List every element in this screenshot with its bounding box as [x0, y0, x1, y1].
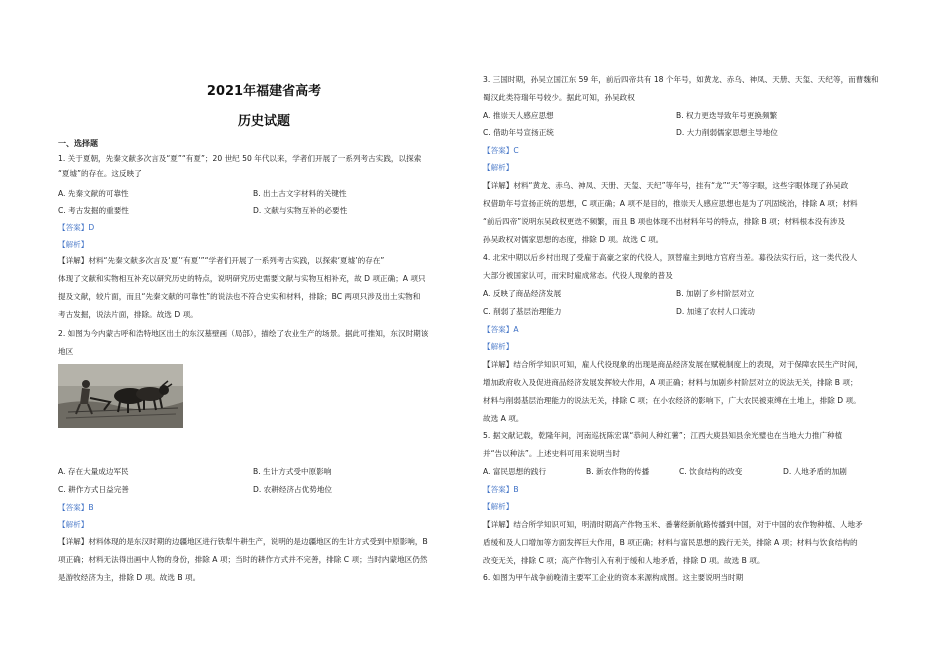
- q1-detail-line-4: 考古发掘，说法片面，排除。故选 D 项。: [58, 310, 198, 319]
- exam-subtitle: 历史试题: [237, 114, 290, 129]
- q3-detail-line-2: 权借助年号宣扬正统的思想，C 项正确；A 项不是目的，推崇天人感应思想也是为了巩固统治，排除 A 项；材料: [483, 199, 858, 208]
- q1-detail-line-1: 【详解】材料“先秦文献多次言及‘夏’‘有夏’”“学者们开展了一系列考古实践，以探索‘夏墟’的存在”: [58, 256, 385, 265]
- q4-detail-line-4: 故选 A 项。: [483, 414, 524, 423]
- q4-analysis-label: 【解析】: [483, 342, 514, 351]
- q2-option-d: D. 农耕经济占优势地位: [253, 485, 333, 494]
- q3-option-c: C. 借助年号宣扬正统: [483, 128, 554, 137]
- q5-option-c: C. 饮食结构的改变: [679, 467, 743, 476]
- q1-option-c: C. 考古发掘的重要性: [58, 206, 129, 215]
- q3-detail-line-4: 孙吴政权对儒家思想的态度，排除 D 项。故选 C 项。: [483, 235, 664, 244]
- q2-option-a: A. 存在大量成边军民: [58, 467, 129, 476]
- q4-stem-line-1: 4. 北宋中期以后乡村出现了受雇于高豪之家的代役人，顶替雇主到地方官府当差。募役法实行后，这一类代役人: [483, 253, 858, 262]
- q5-stem-line-1: 5. 据文献记载，乾隆年间，河南巡抚陈宏谋“恭间人种红薯”；江西大庾县知县余光璧也在当地大力推广种植: [483, 431, 843, 440]
- q4-detail-line-3: 材料与削弱基层治理能力的说法无关，排除 C 项；在小农经济的影响下，广大农民被束缚在土地上，排除 D 项。: [483, 396, 861, 405]
- section-heading: 一、选择题: [58, 139, 98, 148]
- q5-option-d: D. 人地矛盾的加剧: [783, 467, 847, 476]
- q5-detail-line-3: 改变无关，排除 C 项；高产作物引入有利于缓和人地矛盾，排除 D 项。故选 B 项。: [483, 556, 765, 565]
- q1-detail-line-3: 提及文献，较片面，而且“先秦文献的可靠性”的说法也不符合史实和材料，排除；BC 两项只涉及出土实物和: [58, 292, 421, 301]
- q3-option-b: B. 权力更迭导致年号更换频繁: [676, 111, 778, 120]
- q1-option-b: B. 出土古文字材料的关键性: [253, 189, 347, 198]
- q1-detail-line-2: 体现了文献和实物相互补充以研究历史的特点，说明研究历史需要文献与实物互相补充，故 D 项正确；A 项只: [58, 274, 426, 283]
- q2-answer: 【答案】B: [58, 503, 94, 512]
- q3-answer: 【答案】C: [483, 146, 519, 155]
- q5-option-a: A. 富民思想的践行: [483, 467, 547, 476]
- q1-analysis-label: 【解析】: [58, 240, 89, 249]
- q1-stem-line-2: “夏墟”的存在。这反映了: [58, 169, 142, 178]
- mural-painting-icon: [58, 364, 183, 428]
- q3-option-d: D. 大力削弱儒家思想主导地位: [676, 128, 778, 137]
- q5-stem-line-2: 并“告以种法”。上述史料可用来说明当时: [483, 449, 620, 458]
- q4-option-c: C. 削弱了基层治理能力: [483, 307, 562, 316]
- q4-option-d: D. 加速了农村人口流动: [676, 307, 756, 316]
- q2-detail-line-1: 【详解】材料体现的是东汉时期的边疆地区进行铁犁牛耕生产，说明的是边疆地区的生计方式受到中原影响，B: [58, 537, 428, 546]
- q1-answer: 【答案】D: [58, 223, 95, 232]
- q1-option-d: D. 文献与实物互补的必要性: [253, 206, 348, 215]
- exam-title: 2021年福建省高考: [206, 84, 322, 99]
- q5-answer: 【答案】B: [483, 485, 519, 494]
- q3-option-a: A. 推崇天人感应思想: [483, 111, 554, 120]
- q1-stem-line-1: 1. 关于夏朝，先秦文献多次言及“夏”“有夏”；20 世纪 50 年代以来，学者们开展了一系列考古实践，以探索: [58, 154, 422, 163]
- q3-stem-line-1: 3. 三国时期，孙吴立国江东 59 年，前后四帝共有 18 个年号，如黄龙、赤乌、神凤、天册、天玺、天纪等，而曹魏和: [483, 75, 879, 84]
- q1-option-a: A. 先秦文献的可靠性: [58, 189, 129, 198]
- q2-option-b: B. 生计方式受中原影响: [253, 467, 332, 476]
- q3-detail-line-1: 【详解】材料“黄龙、赤乌、神凤、天册、天玺、天纪”等年号，挂有“龙”“天”等字眼，这些字眼体现了孙吴政: [483, 181, 849, 190]
- q5-detail-line-2: 盾缓和及人口增加等方面发挥巨大作用，B 项正确；材料与富民思想的践行无关，排除 A 项；材料与饮食结构的: [483, 538, 858, 547]
- q3-detail-line-3: “前后四帝”说明东吴政权更迭不频繁，而且 B 项也体现不出材料年号的特点，排除 B 项；材料根本没有涉及: [483, 217, 846, 226]
- q4-option-b: B. 加剧了乡村阶层对立: [676, 289, 755, 298]
- q3-stem-line-2: 蜀汉此类符瑞年号较少。据此可知，孙吴政权: [483, 93, 635, 102]
- q2-analysis-label: 【解析】: [58, 520, 89, 529]
- q2-option-c: C. 耕作方式日益完善: [58, 485, 129, 494]
- q2-detail-line-3: 是游牧经济为主，排除 D 项。故选 B 项。: [58, 573, 201, 582]
- q4-stem-line-2: 大部分被国家认可，而宋时雇成常态。代役人现象的普及: [483, 271, 673, 280]
- q5-option-b: B. 新农作物的传播: [586, 467, 650, 476]
- q4-detail-line-1: 【详解】结合所学知识可知，雇人代役现象的出现是商品经济发展在赋税制度上的表现，对于保障农民生产时间，: [483, 360, 863, 369]
- q3-analysis-label: 【解析】: [483, 163, 514, 172]
- q2-detail-line-2: 项正确；材料无法得出画中人物的身份，排除 A 项；当时的耕作方式并不完善，排除 C 项；当时内蒙地区仍然: [58, 555, 428, 564]
- q4-option-a: A. 反映了商品经济发展: [483, 289, 562, 298]
- q2-stem-line-1: 2. 如图为今内蒙古呼和浩特地区出土的东汉墓壁画（局部），描绘了农业生产的场景。据此可推知，东汉时期该: [58, 329, 429, 338]
- q4-detail-line-2: 增加政府收入及促进商品经济发展发挥较大作用，A 项正确；材料与加剧乡村阶层对立的说法无关，排除 B 项；: [483, 378, 858, 387]
- q5-detail-line-1: 【详解】结合所学知识可知，明清时期高产作物玉米、番薯经新航路传播到中国，对于中国的农作物种植、人地矛: [483, 520, 863, 529]
- q5-analysis-label: 【解析】: [483, 502, 514, 511]
- mural-image: [58, 364, 183, 428]
- q6-stem-line-1: 6. 如图为甲午战争前晚清主要军工企业的资本来源构成图。这主要说明当时期: [483, 573, 744, 582]
- q4-answer: 【答案】A: [483, 325, 519, 334]
- q2-stem-line-2: 地区: [58, 347, 74, 356]
